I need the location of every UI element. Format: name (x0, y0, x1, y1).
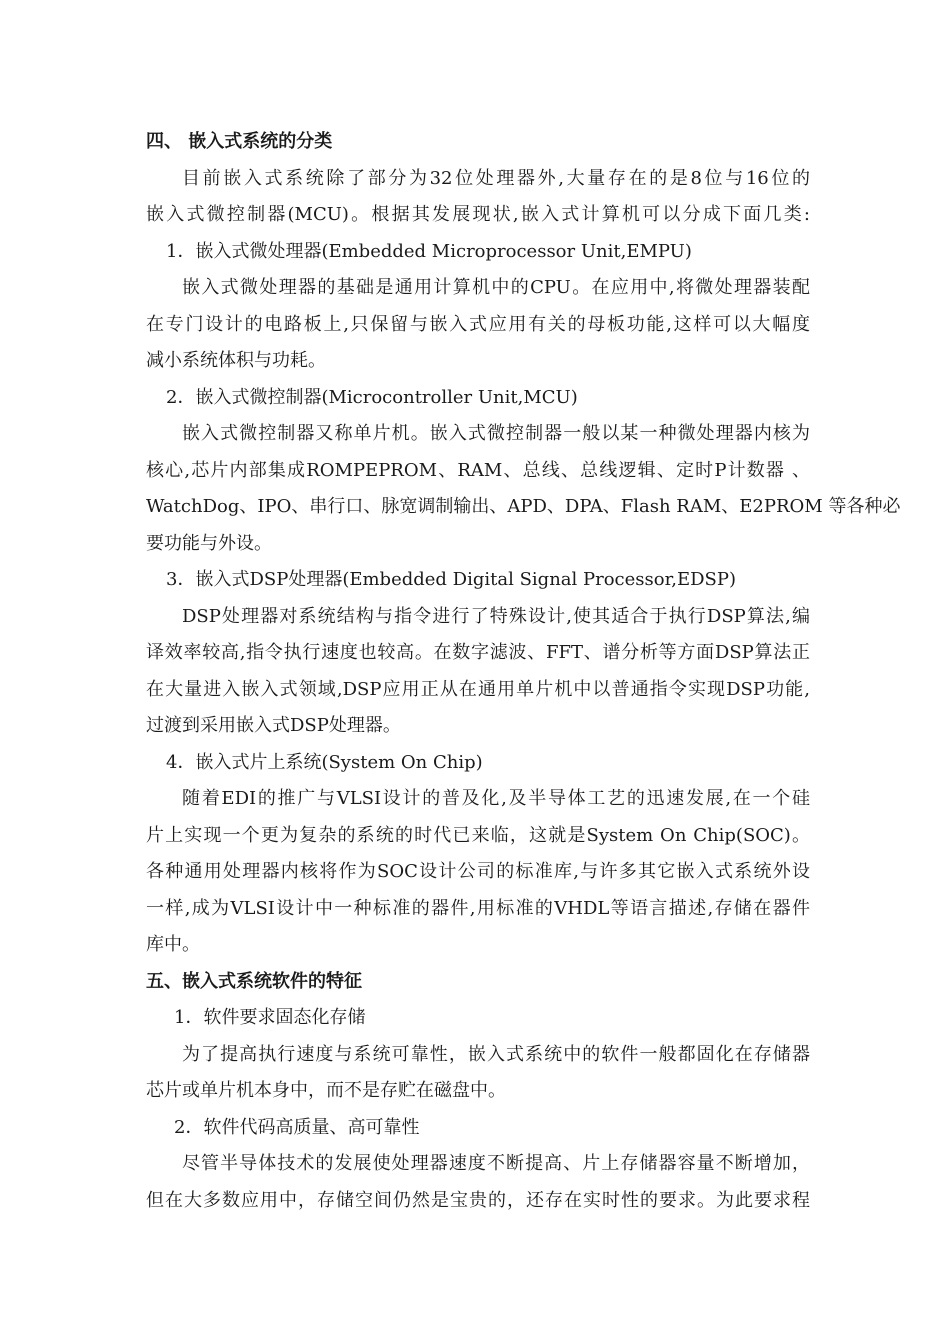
section-4-heading: 四、 嵌入式系统的分类 (146, 131, 333, 152)
item-3-body-line: 过渡到采用嵌入式DSP处理器。 (146, 715, 401, 736)
item-3-title: 3．嵌入式DSP处理器(Embedded Digital Signal Processor,EDSP) (166, 569, 736, 590)
feature-2-body-line: 但在大多数应用中，存储空间仍然是宝贵的，还存在实时性的要求。为此要求程 (146, 1189, 810, 1211)
item-2-body-line: 要功能与外设。 (146, 532, 272, 554)
item-2-body-line: 嵌入式微控制器又称单片机。嵌入式微控制器一般以某一种微处理器内核为 (182, 423, 810, 444)
item-3-body-line: 译效率较高,指令执行速度也较高。在数字滤波、FFT、谱分析等方面DSP算法正 (146, 642, 810, 663)
feature-2-title: 2．软件代码高质量、高可靠性 (174, 1116, 420, 1138)
section-5-heading: 五、嵌入式系统软件的特征 (146, 970, 362, 992)
item-3-body-line: DSP处理器对系统结构与指令进行了特殊设计,使其适合于执行DSP算法,编 (182, 605, 810, 627)
item-4-body-line: 一样,成为VLSI设计中一种标准的器件,用标准的VHDL等语言描述,存储在器件 (146, 897, 810, 919)
item-2-body-line: 核心,芯片内部集成ROMPEPROM、RAM、总线、总线逻辑、定时P计数器 、 (146, 459, 810, 481)
feature-1-body-line: 芯片或单片机本身中，而不是存贮在磁盘中。 (146, 1080, 506, 1101)
item-4-title: 4．嵌入式片上系统(System On Chip) (166, 751, 483, 773)
item-1-title: 1．嵌入式微处理器(Embedded Microprocessor Unit,EMPU) (166, 240, 692, 262)
feature-1-body-line: 为了提高执行速度与系统可靠性，嵌入式系统中的软件一般都固化在存储器 (182, 1043, 810, 1065)
item-4-body-line: 片上实现一个更为复杂的系统的时代已来临，这就是System On Chip(SOC)。 (146, 824, 810, 846)
item-4-body-line: 库中。 (146, 934, 200, 955)
item-4-body-line: 各种通用处理器内核将作为SOC设计公司的标准库,与许多其它嵌入式系统外设 (146, 861, 810, 882)
item-1-body-line: 减小系统体积与功耗。 (146, 350, 326, 371)
section-4-intro-line-1: 目前嵌入式系统除了部分为32位处理器外,大量存在的是8位与16位的 (182, 167, 810, 189)
item-3-body-line: 在大量进入嵌入式领域,DSP应用正从在通用单片机中以普通指令实现DSP功能, (146, 678, 810, 700)
item-1-body-line: 在专门设计的电路板上,只保留与嵌入式应用有关的母板功能,这样可以大幅度 (146, 313, 810, 335)
item-2-body-line: WatchDog、IPO、串行口、脉宽调制输出、APD、DPA、Flash RAM、E2PROM 等各种必 (146, 496, 901, 517)
item-2-title: 2．嵌入式微控制器(Microcontroller Unit,MCU) (166, 386, 578, 408)
item-4-body-line: 随着EDI的推广与VLSI设计的普及化,及半导体工艺的迅速发展,在一个硅 (182, 788, 810, 809)
feature-2-body-line: 尽管半导体技术的发展使处理器速度不断提高、片上存储器容量不断增加， (182, 1153, 810, 1174)
feature-1-title: 1．软件要求固态化存储 (174, 1007, 366, 1028)
section-4-intro-line-2: 嵌入式微控制器(MCU)。根据其发展现状,嵌入式计算机可以分成下面几类: (146, 204, 810, 225)
document-page (146, 124, 901, 1219)
item-1-body-line: 嵌入式微处理器的基础是通用计算机中的CPU。在应用中,将微处理器装配 (182, 277, 810, 298)
